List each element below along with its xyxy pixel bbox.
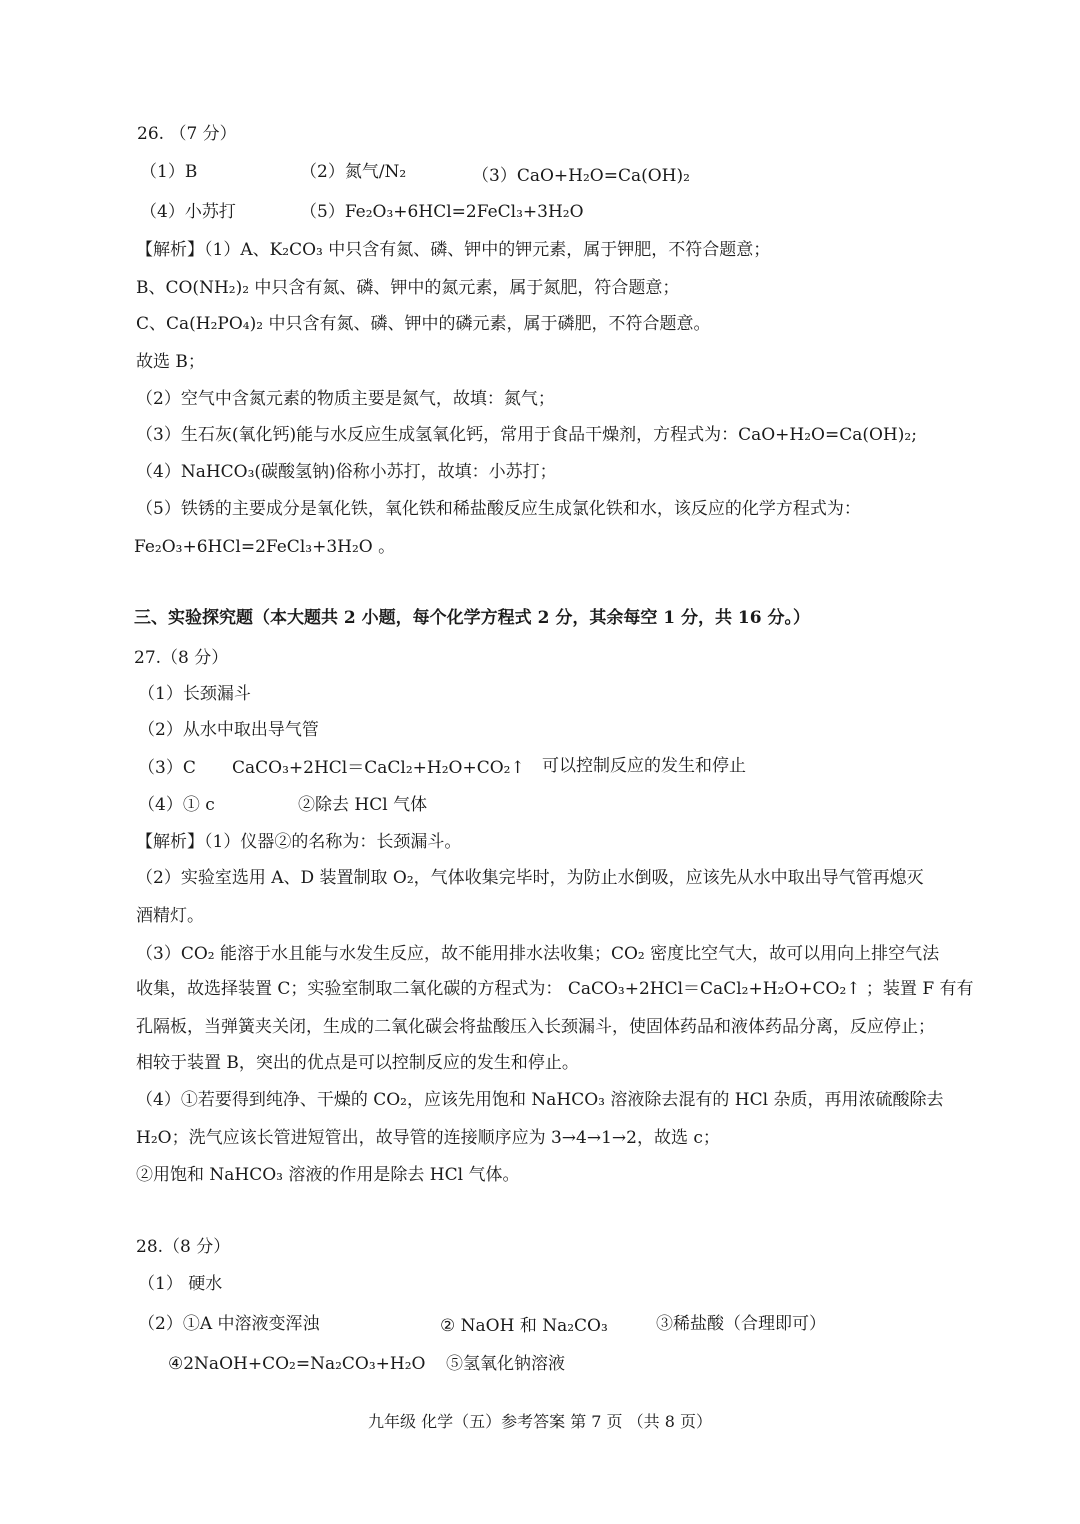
q27-explanation-10: ②用饱和 NaHCO₃ 溶液的作用是除去 HCl 气体。 bbox=[136, 1165, 520, 1185]
q27-answer-4-purpose: ②除去 HCl 气体 bbox=[298, 795, 428, 815]
q27-explanation-5: 收集，故选择装置 C；实验室制取二氧化碳的方程式为： CaCO₃+2HCl＝CaCl₂+H₂O+CO₂↑ ；装置 F 有有 bbox=[136, 979, 974, 999]
q26-explanation-3: C、Ca(H₂PO₄)₂ 中只含有氮、磷、钾中的磷元素，属于磷肥，不符合题意。 bbox=[136, 314, 711, 334]
q26-explanation-8: （5）铁锈的主要成分是氧化铁，氧化铁和稀盐酸反应生成氯化铁和水，该反应的化学方程式为： bbox=[136, 499, 861, 519]
q27-answer-3-equation: CaCO₃+2HCl＝CaCl₂+H₂O+CO₂↑ bbox=[232, 758, 525, 778]
q27-explanation-7: 相较于装置 B，突出的优点是可以控制反应的发生和停止。 bbox=[136, 1053, 579, 1073]
q26-heading: 26. （7 分） bbox=[137, 124, 237, 144]
q27-explanation-9: H₂O；洗气应该长管进短管出，故导管的连接顺序应为 3→4→1→2，故选 c； bbox=[136, 1128, 720, 1148]
q27-explanation-3: 酒精灯。 bbox=[136, 906, 204, 926]
q28-answer-2-solution: ⑤氢氧化钠溶液 bbox=[446, 1354, 565, 1374]
page-footer: 九年级 化学（五）参考答案 第 7 页 （共 8 页） bbox=[368, 1412, 712, 1431]
q27-answer-3-advantage: 可以控制反应的发生和停止 bbox=[542, 756, 746, 776]
q27-explanation-2: （2）实验室选用 A、D 装置制取 O₂，气体收集完毕时，为防止水倒吸，应该先从水中取出导气管再熄灭 bbox=[136, 868, 924, 888]
q26-answer-2: （2）氮气/N₂ bbox=[300, 162, 407, 182]
q27-answer-4-choice: （4）① c bbox=[138, 795, 215, 815]
q27-answer-2: （2）从水中取出导气管 bbox=[138, 720, 319, 740]
q26-explanation-4: 故选 B； bbox=[136, 352, 205, 372]
q27-answer-1: （1）长颈漏斗 bbox=[138, 684, 251, 704]
q26-answer-4: （4）小苏打 bbox=[140, 202, 236, 222]
q28-answer-2-equation: ④2NaOH+CO₂=Na₂CO₃+H₂O bbox=[168, 1354, 426, 1374]
q26-explanation-2: B、CO(NH₂)₂ 中只含有氮、磷、钾中的氮元素，属于氮肥，符合题意； bbox=[136, 278, 680, 298]
q26-explanation-6: （3）生石灰(氧化钙)能与水反应生成氢氧化钙，常用于食品干燥剂，方程式为：CaO+H₂O=Ca(OH)₂; bbox=[136, 425, 917, 445]
q26-explanation-9: Fe₂O₃+6HCl=2FeCl₃+3H₂O 。 bbox=[134, 537, 396, 557]
q27-explanation-6: 孔隔板，当弹簧夹关闭，生成的二氧化碳会将盐酸压入长颈漏斗，使固体药品和液体药品分离，反应停止； bbox=[136, 1017, 935, 1037]
q28-answer-2-solutes: ② NaOH 和 Na₂CO₃ bbox=[440, 1316, 608, 1336]
q27-heading: 27.（8 分） bbox=[134, 648, 229, 668]
q26-answer-5: （5）Fe₂O₃+6HCl=2FeCl₃+3H₂O bbox=[300, 202, 584, 222]
q27-explanation-1: 【解析】（1）仪器②的名称为：长颈漏斗。 bbox=[136, 832, 462, 852]
q26-explanation-1: 【解析】（1）A、K₂CO₃ 中只含有氮、磷、钾中的钾元素，属于钾肥，不符合题意； bbox=[136, 240, 771, 260]
section-3-heading: 三、实验探究题（本大题共 2 小题，每个化学方程式 2 分，其余每空 1 分，共 16 分。） bbox=[134, 608, 810, 628]
q27-explanation-8: （4）①若要得到纯净、干燥的 CO₂，应该先用饱和 NaHCO₃ 溶液除去混有的 HCl 杂质，再用浓硫酸除去 bbox=[136, 1090, 944, 1110]
q27-answer-3-choice: （3）C bbox=[138, 758, 196, 778]
q26-explanation-5: （2）空气中含氮元素的物质主要是氮气，故填：氮气； bbox=[136, 389, 555, 409]
q26-answer-3: （3）CaO+H₂O=Ca(OH)₂ bbox=[472, 166, 690, 186]
q26-explanation-7: （4）NaHCO₃(碳酸氢钠)俗称小苏打，故填：小苏打； bbox=[136, 462, 557, 482]
q28-heading: 28.（8 分） bbox=[136, 1237, 231, 1257]
q27-explanation-4: （3）CO₂ 能溶于水且能与水发生反应，故不能用排水法收集；CO₂ 密度比空气大，故可以用向上排空气法 bbox=[136, 944, 940, 964]
q28-answer-1: （1） 硬水 bbox=[138, 1274, 223, 1294]
q28-answer-2-observation: （2）①A 中溶液变浑浊 bbox=[138, 1314, 320, 1334]
q28-answer-2-reagent: ③稀盐酸（合理即可） bbox=[656, 1314, 826, 1334]
q26-answer-1: （1）B bbox=[140, 162, 198, 182]
